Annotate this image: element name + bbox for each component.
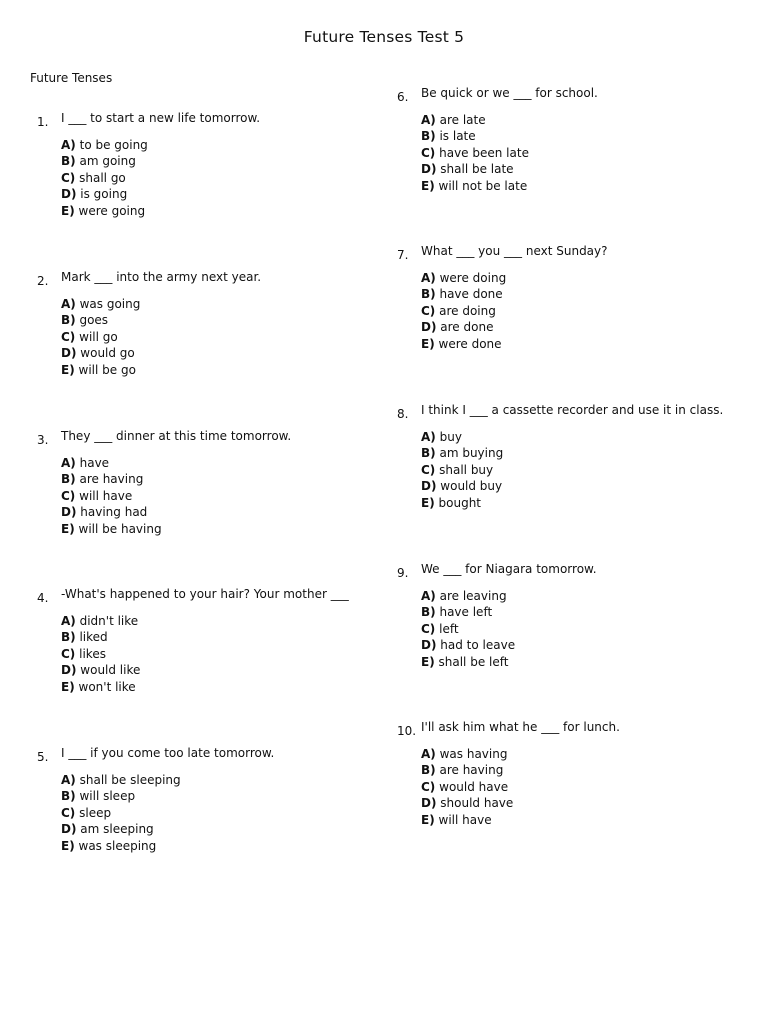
option-text: had to leave — [440, 638, 516, 653]
option-a[interactable] — [61, 613, 401, 629]
option-letter: C) — [421, 779, 436, 794]
option-text: would have — [439, 779, 509, 794]
option-a[interactable] — [421, 588, 761, 604]
question-text: I ___ if you come too late tomorrow. — [61, 746, 275, 760]
option-letter: B) — [421, 446, 436, 461]
option-text: likes — [79, 646, 106, 661]
option-c[interactable] — [421, 145, 761, 161]
question-1 — [37, 111, 401, 219]
option-e[interactable] — [61, 362, 401, 378]
option-text: will be having — [78, 521, 162, 536]
option-text: will not be late — [438, 178, 528, 193]
question-number: 2. — [37, 274, 49, 288]
option-text: would buy — [440, 479, 503, 494]
option-letter: C) — [61, 805, 76, 820]
option-letter: A) — [421, 113, 436, 127]
option-text: are having — [79, 472, 144, 487]
option-letter: A) — [61, 297, 76, 311]
option-letter: D) — [61, 663, 77, 678]
option-letter: C) — [421, 462, 436, 477]
option-text: am buying — [439, 446, 504, 461]
option-letter: A) — [421, 747, 436, 761]
option-a[interactable] — [421, 429, 761, 445]
option-b[interactable] — [421, 604, 761, 620]
option-letter: D) — [421, 320, 437, 335]
question-number: 6. — [397, 90, 409, 104]
option-text: having had — [80, 505, 148, 520]
option-letter: D) — [61, 187, 77, 202]
option-e[interactable] — [61, 679, 401, 695]
option-c[interactable] — [421, 462, 761, 478]
option-letter: E) — [61, 521, 75, 536]
section-label: Future Tenses — [30, 71, 113, 85]
option-text: would like — [80, 663, 141, 678]
option-text: was sleeping — [78, 838, 157, 853]
question-number: 5. — [37, 750, 49, 764]
option-text: shall be late — [440, 162, 514, 177]
option-e[interactable] — [61, 521, 401, 537]
option-text: have — [79, 456, 110, 470]
option-letter: A) — [421, 589, 436, 603]
option-letter: D) — [61, 346, 77, 361]
question-text: They ___ dinner at this time tomorrow. — [61, 429, 292, 443]
option-letter: D) — [421, 796, 437, 811]
question-number: 1. — [37, 115, 49, 129]
question-text: We ___ for Niagara tomorrow. — [421, 562, 597, 576]
option-text: have left — [439, 605, 493, 620]
option-e[interactable] — [61, 203, 401, 219]
option-a[interactable] — [61, 296, 401, 312]
option-text: will sleep — [79, 789, 136, 804]
option-text: is going — [80, 187, 128, 202]
option-d[interactable] — [61, 504, 401, 520]
option-letter: A) — [61, 614, 76, 628]
question-3 — [37, 429, 401, 537]
option-e[interactable] — [421, 495, 761, 511]
option-text: am sleeping — [80, 822, 154, 837]
option-a[interactable] — [61, 137, 401, 153]
option-letter: C) — [421, 621, 436, 636]
option-text: are doing — [439, 303, 496, 318]
option-text: have been late — [439, 145, 529, 160]
question-text: I ___ to start a new life tomorrow. — [61, 111, 261, 125]
question-number: 8. — [397, 407, 409, 421]
option-e[interactable] — [421, 812, 761, 828]
question-text: -What's happened to your hair? Your mother ___ — [61, 587, 349, 601]
option-list — [61, 772, 401, 854]
option-text: buy — [439, 430, 462, 444]
option-letter: C) — [61, 646, 76, 661]
option-d[interactable] — [61, 821, 401, 837]
option-list — [421, 429, 761, 511]
option-b[interactable] — [61, 153, 401, 169]
question-10 — [397, 720, 761, 828]
option-e[interactable] — [421, 654, 761, 670]
option-letter: A) — [61, 456, 76, 470]
option-d[interactable] — [421, 795, 761, 811]
option-list — [61, 137, 401, 219]
option-d[interactable] — [61, 662, 401, 678]
option-letter: D) — [421, 479, 437, 494]
option-text: to be going — [79, 138, 148, 152]
option-c[interactable] — [61, 488, 401, 504]
option-letter: B) — [61, 472, 76, 487]
option-b[interactable] — [421, 762, 761, 778]
option-letter: C) — [61, 170, 76, 185]
option-text: shall buy — [439, 462, 494, 477]
option-text: was going — [79, 297, 141, 311]
option-letter: B) — [421, 287, 436, 302]
option-text: was having — [439, 747, 508, 761]
question-number: 9. — [397, 566, 409, 580]
option-letter: B) — [421, 763, 436, 778]
option-c[interactable] — [61, 329, 401, 345]
option-e[interactable] — [421, 178, 761, 194]
option-c[interactable] — [421, 303, 761, 319]
option-text: left — [439, 621, 459, 636]
option-letter: B) — [421, 605, 436, 620]
option-list — [421, 746, 761, 828]
option-text: liked — [79, 630, 108, 645]
question-text: I'll ask him what he ___ for lunch. — [421, 720, 620, 734]
option-text: are leaving — [439, 589, 507, 603]
option-a[interactable] — [61, 455, 401, 471]
option-list — [61, 455, 401, 537]
option-letter: C) — [421, 145, 436, 160]
option-letter: D) — [421, 162, 437, 177]
option-letter: B) — [61, 154, 76, 169]
option-text: didn't like — [79, 614, 139, 628]
option-e[interactable] — [61, 838, 401, 854]
option-text: would go — [80, 346, 135, 361]
question-5 — [37, 746, 401, 854]
option-b[interactable] — [61, 629, 401, 645]
option-e[interactable] — [421, 336, 761, 352]
option-c[interactable] — [421, 779, 761, 795]
option-letter: C) — [61, 488, 76, 503]
option-letter: A) — [421, 271, 436, 285]
option-text: goes — [79, 313, 109, 328]
option-b[interactable] — [421, 286, 761, 302]
option-d[interactable] — [61, 345, 401, 361]
page-title: Future Tenses Test 5 — [303, 28, 465, 46]
question-4 — [37, 587, 401, 695]
question-text: What ___ you ___ next Sunday? — [421, 244, 608, 258]
option-b[interactable] — [61, 471, 401, 487]
option-text: will have — [79, 488, 133, 503]
option-text: have done — [439, 287, 503, 302]
option-d[interactable] — [421, 319, 761, 335]
option-text: are late — [439, 113, 486, 127]
option-letter: E) — [421, 812, 435, 827]
question-text: Be quick or we ___ for school. — [421, 86, 598, 100]
question-number: 3. — [37, 433, 49, 447]
option-letter: C) — [61, 329, 76, 344]
option-b[interactable] — [421, 445, 761, 461]
option-text: should have — [440, 796, 514, 811]
question-number: 4. — [37, 591, 49, 605]
option-letter: A) — [61, 138, 76, 152]
question-number: 10. — [397, 724, 417, 738]
option-text: is late — [439, 129, 476, 144]
option-a[interactable] — [421, 746, 761, 762]
option-letter: B) — [61, 313, 76, 328]
option-d[interactable] — [421, 637, 761, 653]
option-letter: E) — [61, 362, 75, 377]
option-d[interactable] — [421, 161, 761, 177]
option-list — [61, 613, 401, 695]
option-c[interactable] — [61, 646, 401, 662]
option-letter: E) — [61, 679, 75, 694]
option-text: am going — [79, 154, 136, 169]
option-text: were doing — [439, 271, 507, 285]
option-letter: B) — [61, 789, 76, 804]
option-letter: E) — [61, 838, 75, 853]
option-letter: D) — [61, 505, 77, 520]
option-text: shall go — [79, 170, 126, 185]
option-b[interactable] — [421, 128, 761, 144]
option-text: were going — [78, 203, 146, 218]
question-2 — [37, 270, 401, 378]
option-c[interactable] — [61, 170, 401, 186]
question-6 — [397, 86, 761, 194]
option-letter: E) — [61, 203, 75, 218]
question-text: Mark ___ into the army next year. — [61, 270, 262, 284]
option-text: were done — [438, 336, 502, 351]
option-c[interactable] — [61, 805, 401, 821]
question-text: I think I ___ a cassette recorder and use it in class. — [421, 403, 724, 417]
option-letter: D) — [61, 822, 77, 837]
option-list — [61, 296, 401, 378]
option-d[interactable] — [421, 478, 761, 494]
option-text: are done — [440, 320, 494, 335]
option-text: are having — [439, 763, 504, 778]
option-text: shall be left — [438, 654, 509, 669]
option-text: will go — [79, 329, 118, 344]
option-text: will be go — [78, 362, 136, 377]
option-text: will have — [438, 812, 492, 827]
option-a[interactable] — [61, 772, 401, 788]
option-letter: D) — [421, 638, 437, 653]
option-text: bought — [438, 495, 482, 510]
option-letter: E) — [421, 336, 435, 351]
option-letter: E) — [421, 654, 435, 669]
option-letter: E) — [421, 178, 435, 193]
option-d[interactable] — [61, 186, 401, 202]
option-letter: E) — [421, 495, 435, 510]
question-8 — [397, 403, 761, 511]
option-letter: B) — [61, 630, 76, 645]
option-b[interactable] — [61, 788, 401, 804]
question-7 — [397, 244, 761, 352]
option-letter: B) — [421, 129, 436, 144]
option-a[interactable] — [421, 112, 761, 128]
option-text: won't like — [78, 679, 136, 694]
option-b[interactable] — [61, 312, 401, 328]
option-letter: A) — [61, 773, 76, 787]
option-letter: C) — [421, 303, 436, 318]
option-c[interactable] — [421, 621, 761, 637]
option-text: sleep — [79, 805, 112, 820]
option-list — [421, 588, 761, 670]
option-list — [421, 270, 761, 352]
option-list — [421, 112, 761, 194]
question-number: 7. — [397, 248, 409, 262]
option-a[interactable] — [421, 270, 761, 286]
option-letter: A) — [421, 430, 436, 444]
option-text: shall be sleeping — [79, 773, 181, 787]
question-9 — [397, 562, 761, 670]
